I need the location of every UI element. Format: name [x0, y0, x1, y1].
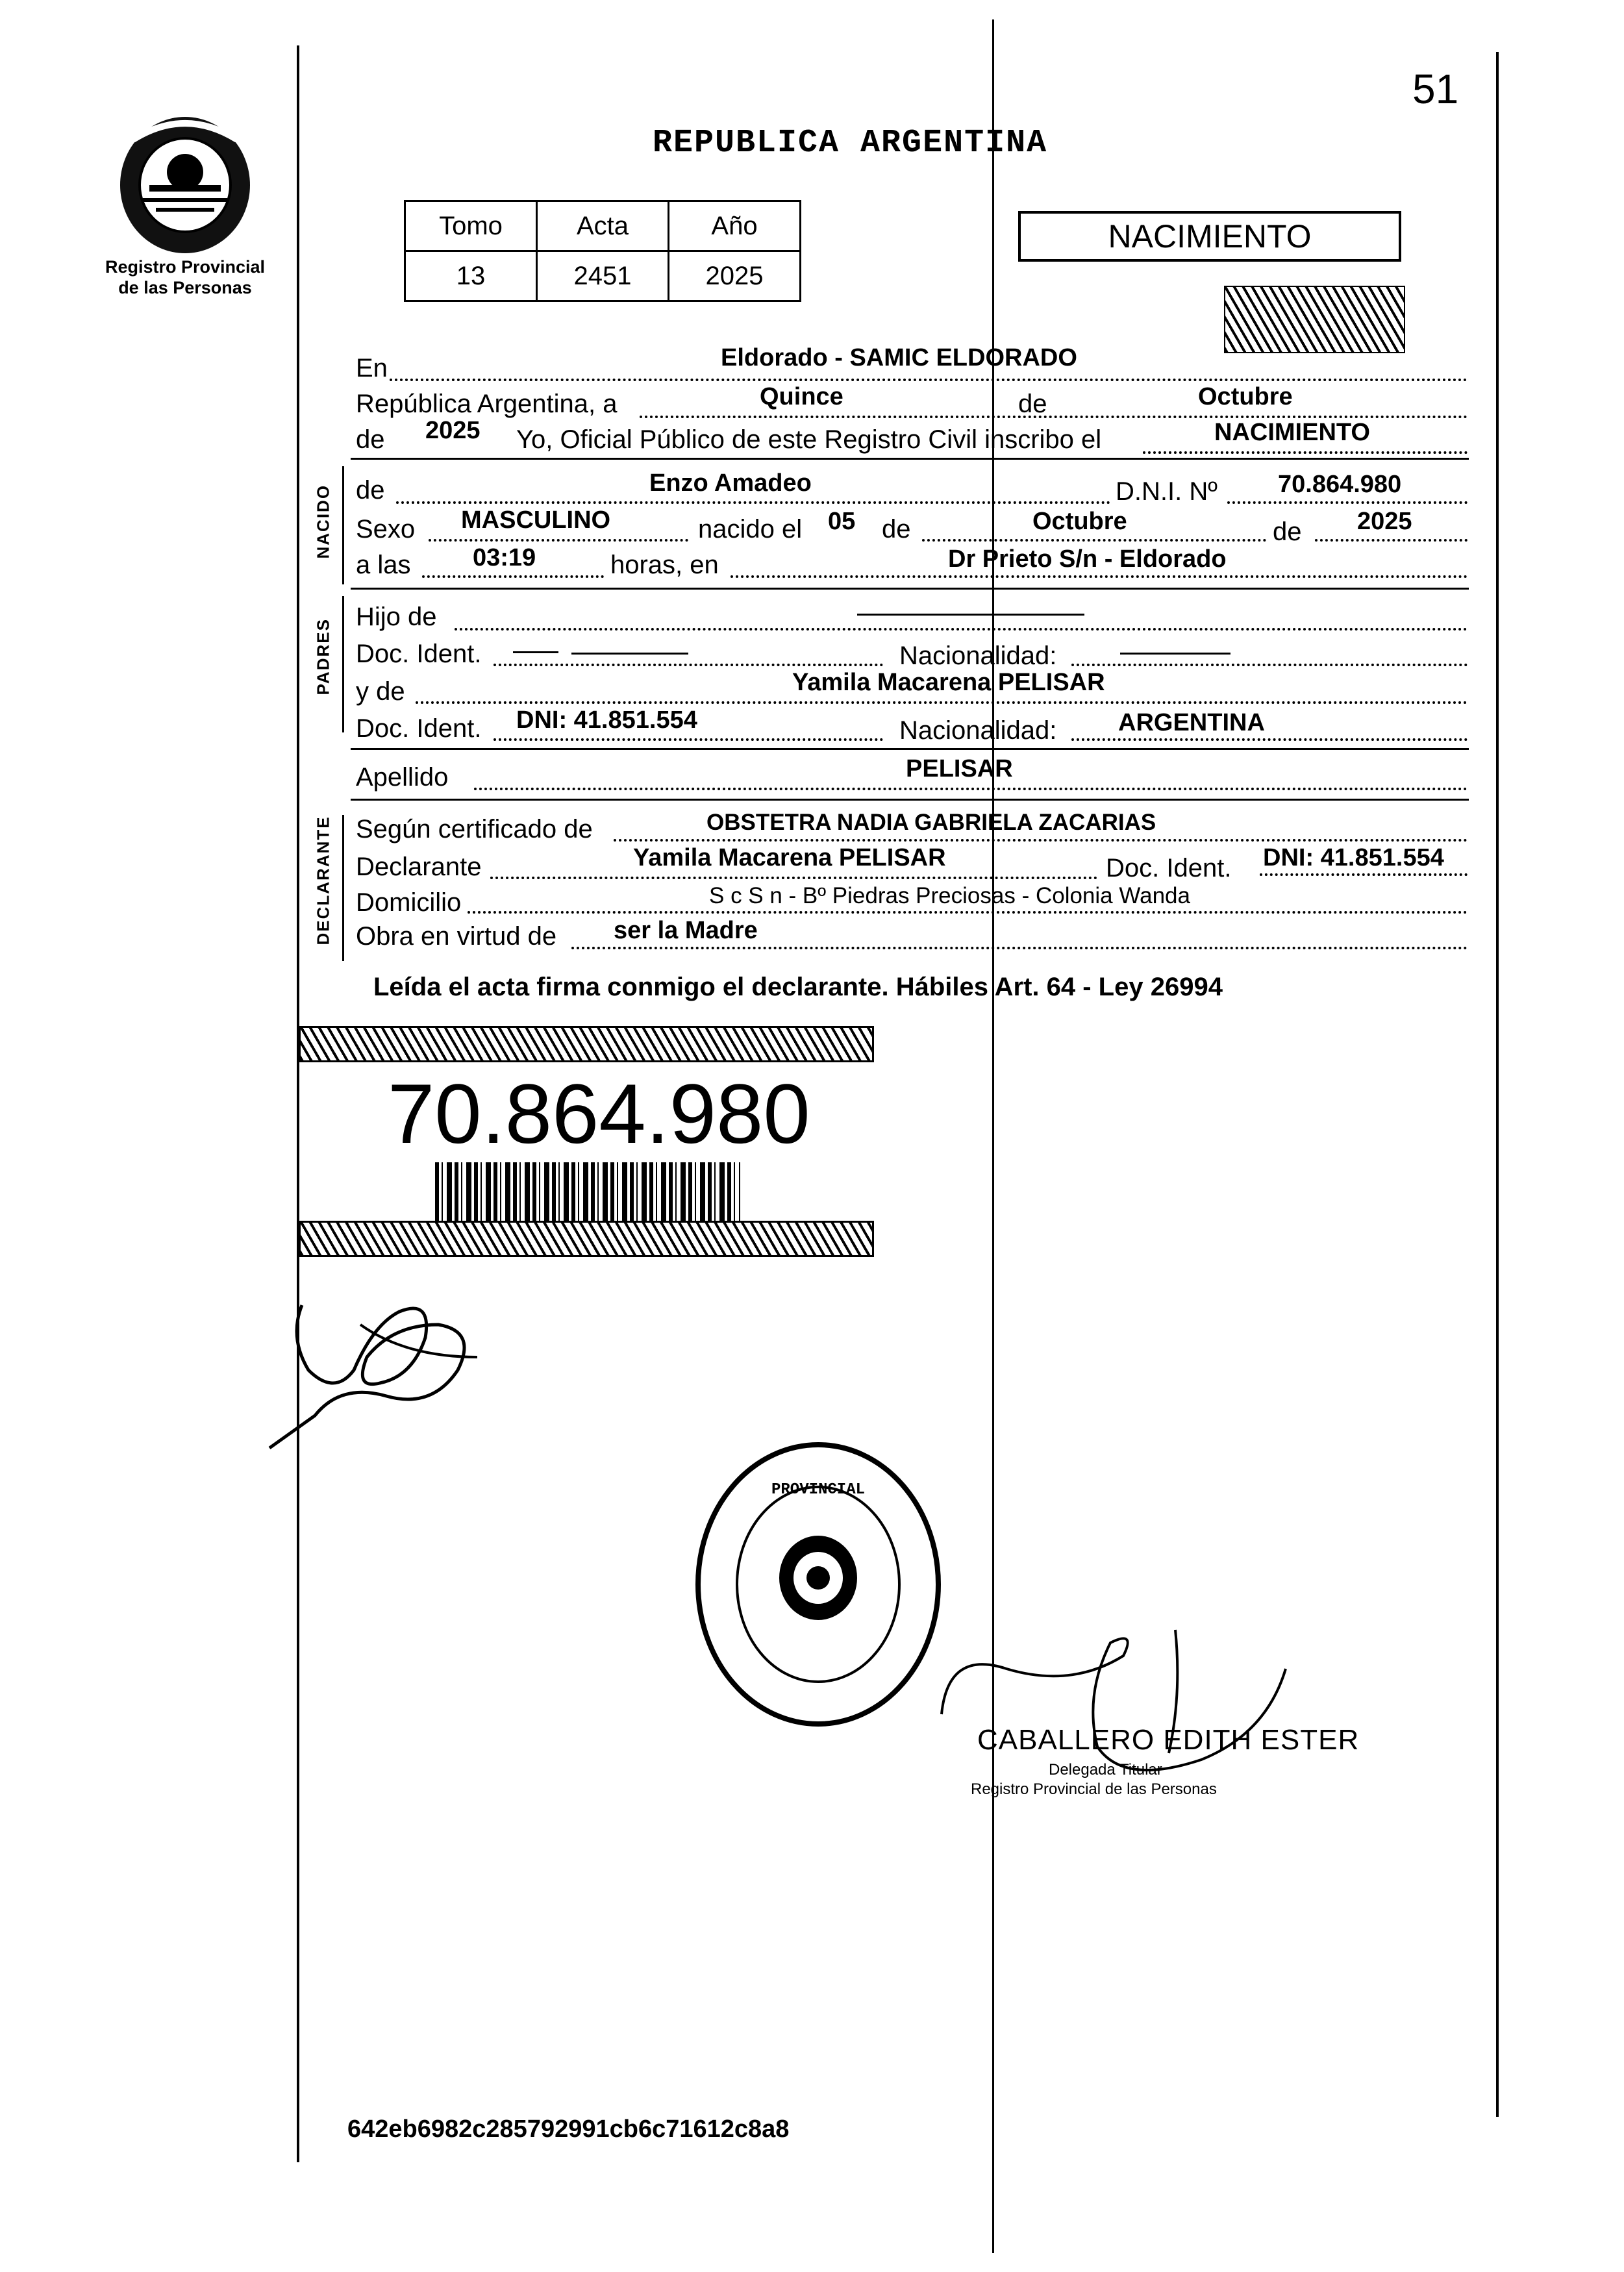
dots	[1260, 873, 1468, 876]
year-value: 2025	[425, 417, 481, 444]
dots	[1227, 501, 1468, 504]
nacido-el-label: nacido el	[698, 515, 803, 543]
header-tomo: Tomo	[405, 201, 537, 251]
record-table	[404, 200, 801, 302]
stamp-seal-icon	[692, 1438, 945, 1730]
header-acta: Acta	[537, 201, 669, 251]
dots	[1315, 539, 1468, 542]
newborn-name: Enzo Amadeo	[649, 469, 812, 497]
page-number: 51	[1412, 66, 1459, 112]
dots	[490, 877, 1097, 879]
dots	[614, 839, 1468, 842]
dots	[1071, 738, 1468, 741]
nacido-bracket	[342, 466, 344, 584]
republica-label: República Argentina, a	[356, 390, 618, 418]
dots	[474, 788, 1468, 790]
de-label: de	[1018, 390, 1047, 418]
value-acta: 2451	[537, 251, 669, 301]
blank-line	[513, 651, 558, 653]
blank-line	[571, 653, 688, 655]
dots	[416, 701, 1468, 704]
type-value: NACIMIENTO	[1214, 419, 1370, 446]
decl-label: Declarante	[356, 853, 482, 881]
blank-line	[857, 614, 1084, 616]
officer-name: CABALLERO EDITH ESTER	[977, 1724, 1360, 1756]
nacido-de2-label: de	[882, 515, 911, 543]
day-value: Quince	[760, 383, 843, 410]
dni-label: D.N.I. Nº	[1116, 477, 1218, 506]
dots	[571, 947, 1468, 949]
dots	[455, 628, 1468, 630]
country-title: REPUBLICA ARGENTINA	[653, 125, 1048, 162]
birth-time-value: 03:19	[473, 544, 536, 571]
logo-caption: Registro Provincial de las Personas	[105, 257, 266, 297]
dots	[422, 575, 604, 578]
padres-section-label: PADRES	[313, 618, 333, 695]
value-anio: 2025	[669, 251, 801, 301]
divider	[351, 799, 1469, 801]
province-seal-icon	[110, 107, 260, 256]
mother-dni: DNI: 41.851.554	[516, 706, 697, 734]
officer-title: Delegada Titular	[1049, 1761, 1162, 1779]
dots	[429, 539, 688, 542]
apellido-value: PELISAR	[906, 755, 1013, 782]
dots	[1143, 451, 1468, 454]
decl-doc-label: Doc. Ident.	[1106, 854, 1232, 882]
dots	[390, 379, 1468, 381]
divider	[351, 748, 1469, 750]
yo-text: Yo, Oficial Público de este Registro Civil inscribo el	[516, 425, 1102, 454]
decl-doc-value: DNI: 41.851.554	[1263, 844, 1444, 871]
hijo-label: Hijo de	[356, 603, 437, 631]
closing-text: Leída el acta firma conmigo el declarante. Hábiles Art. 64 - Ley 26994	[373, 973, 1223, 1001]
alas-label: a las	[356, 551, 411, 579]
birth-month-value: Octubre	[1032, 508, 1127, 535]
divider	[351, 588, 1469, 590]
security-strip-top	[299, 1026, 874, 1062]
mother-name: Yamila Macarena PELISAR	[792, 669, 1105, 696]
left-margin-line	[297, 45, 299, 2162]
blank-line	[1120, 653, 1230, 655]
doc1-label: Doc. Ident.	[356, 640, 482, 668]
month-value: Octubre	[1198, 383, 1293, 410]
document-hash: 642eb6982c285792991cb6c71612c8a8	[347, 2116, 790, 2143]
barcode	[435, 1162, 740, 1221]
en-value: Eldorado - SAMIC ELDORADO	[721, 344, 1077, 371]
de2-label: de	[356, 425, 385, 454]
obra-label: Obra en virtud de	[356, 922, 557, 951]
padres-bracket	[342, 596, 344, 732]
record-type-box: NACIMIENTO	[1018, 211, 1401, 262]
decl-value: Yamila Macarena PELISAR	[633, 844, 946, 871]
dots	[493, 738, 883, 741]
value-tomo: 13	[405, 251, 537, 301]
nacido-de3-label: de	[1273, 518, 1302, 546]
birth-day-value: 05	[828, 508, 856, 535]
declarant-signature-icon	[263, 1286, 549, 1454]
official-stamp	[692, 1438, 945, 1730]
nac2-label: Nacionalidad:	[899, 716, 1057, 745]
dots	[1071, 664, 1468, 666]
sexo-label: Sexo	[356, 515, 416, 543]
security-strip-bottom	[299, 1221, 874, 1257]
dni-big: 70.864.980	[388, 1066, 810, 1161]
sexo-value: MASCULINO	[461, 506, 611, 534]
dots	[493, 664, 883, 666]
declarante-section-label: DECLARANTE	[313, 816, 333, 945]
security-hologram	[1224, 286, 1405, 353]
svg-text:PROVINCIAL: PROVINCIAL	[771, 1481, 866, 1499]
dom-label: Domicilio	[356, 888, 462, 917]
birth-place-value: Dr Prieto S/n - Eldorado	[948, 545, 1227, 573]
right-margin-line	[1496, 52, 1499, 2117]
dni-value: 70.864.980	[1278, 471, 1402, 498]
dots	[731, 575, 1468, 578]
nac1-label: Nacionalidad:	[899, 642, 1057, 670]
dom-value: S c S n - Bº Piedras Preciosas - Colonia Wanda	[709, 883, 1190, 908]
dots	[640, 416, 1468, 418]
mother-nationality: ARGENTINA	[1118, 709, 1265, 736]
officer-org: Registro Provincial de las Personas	[971, 1780, 1217, 1798]
nacido-section-label: NACIDO	[313, 484, 333, 559]
horas-label: horas, en	[610, 551, 719, 579]
nacido-de-label: de	[356, 476, 385, 505]
declarante-bracket	[342, 815, 344, 961]
yde-label: y de	[356, 677, 405, 706]
dots	[468, 911, 1468, 914]
birth-year-value: 2025	[1357, 508, 1412, 535]
header-anio: Año	[669, 201, 801, 251]
cert-label: Según certificado de	[356, 815, 593, 843]
divider	[351, 458, 1469, 460]
obra-value: ser la Madre	[614, 917, 758, 944]
doc2-label: Doc. Ident.	[356, 714, 482, 743]
en-label: En	[356, 354, 388, 382]
dots	[396, 501, 1110, 504]
dots	[922, 539, 1266, 542]
apellido-label: Apellido	[356, 763, 449, 792]
province-logo	[110, 107, 260, 256]
cert-value: OBSTETRA NADIA GABRIELA ZACARIAS	[706, 810, 1156, 835]
